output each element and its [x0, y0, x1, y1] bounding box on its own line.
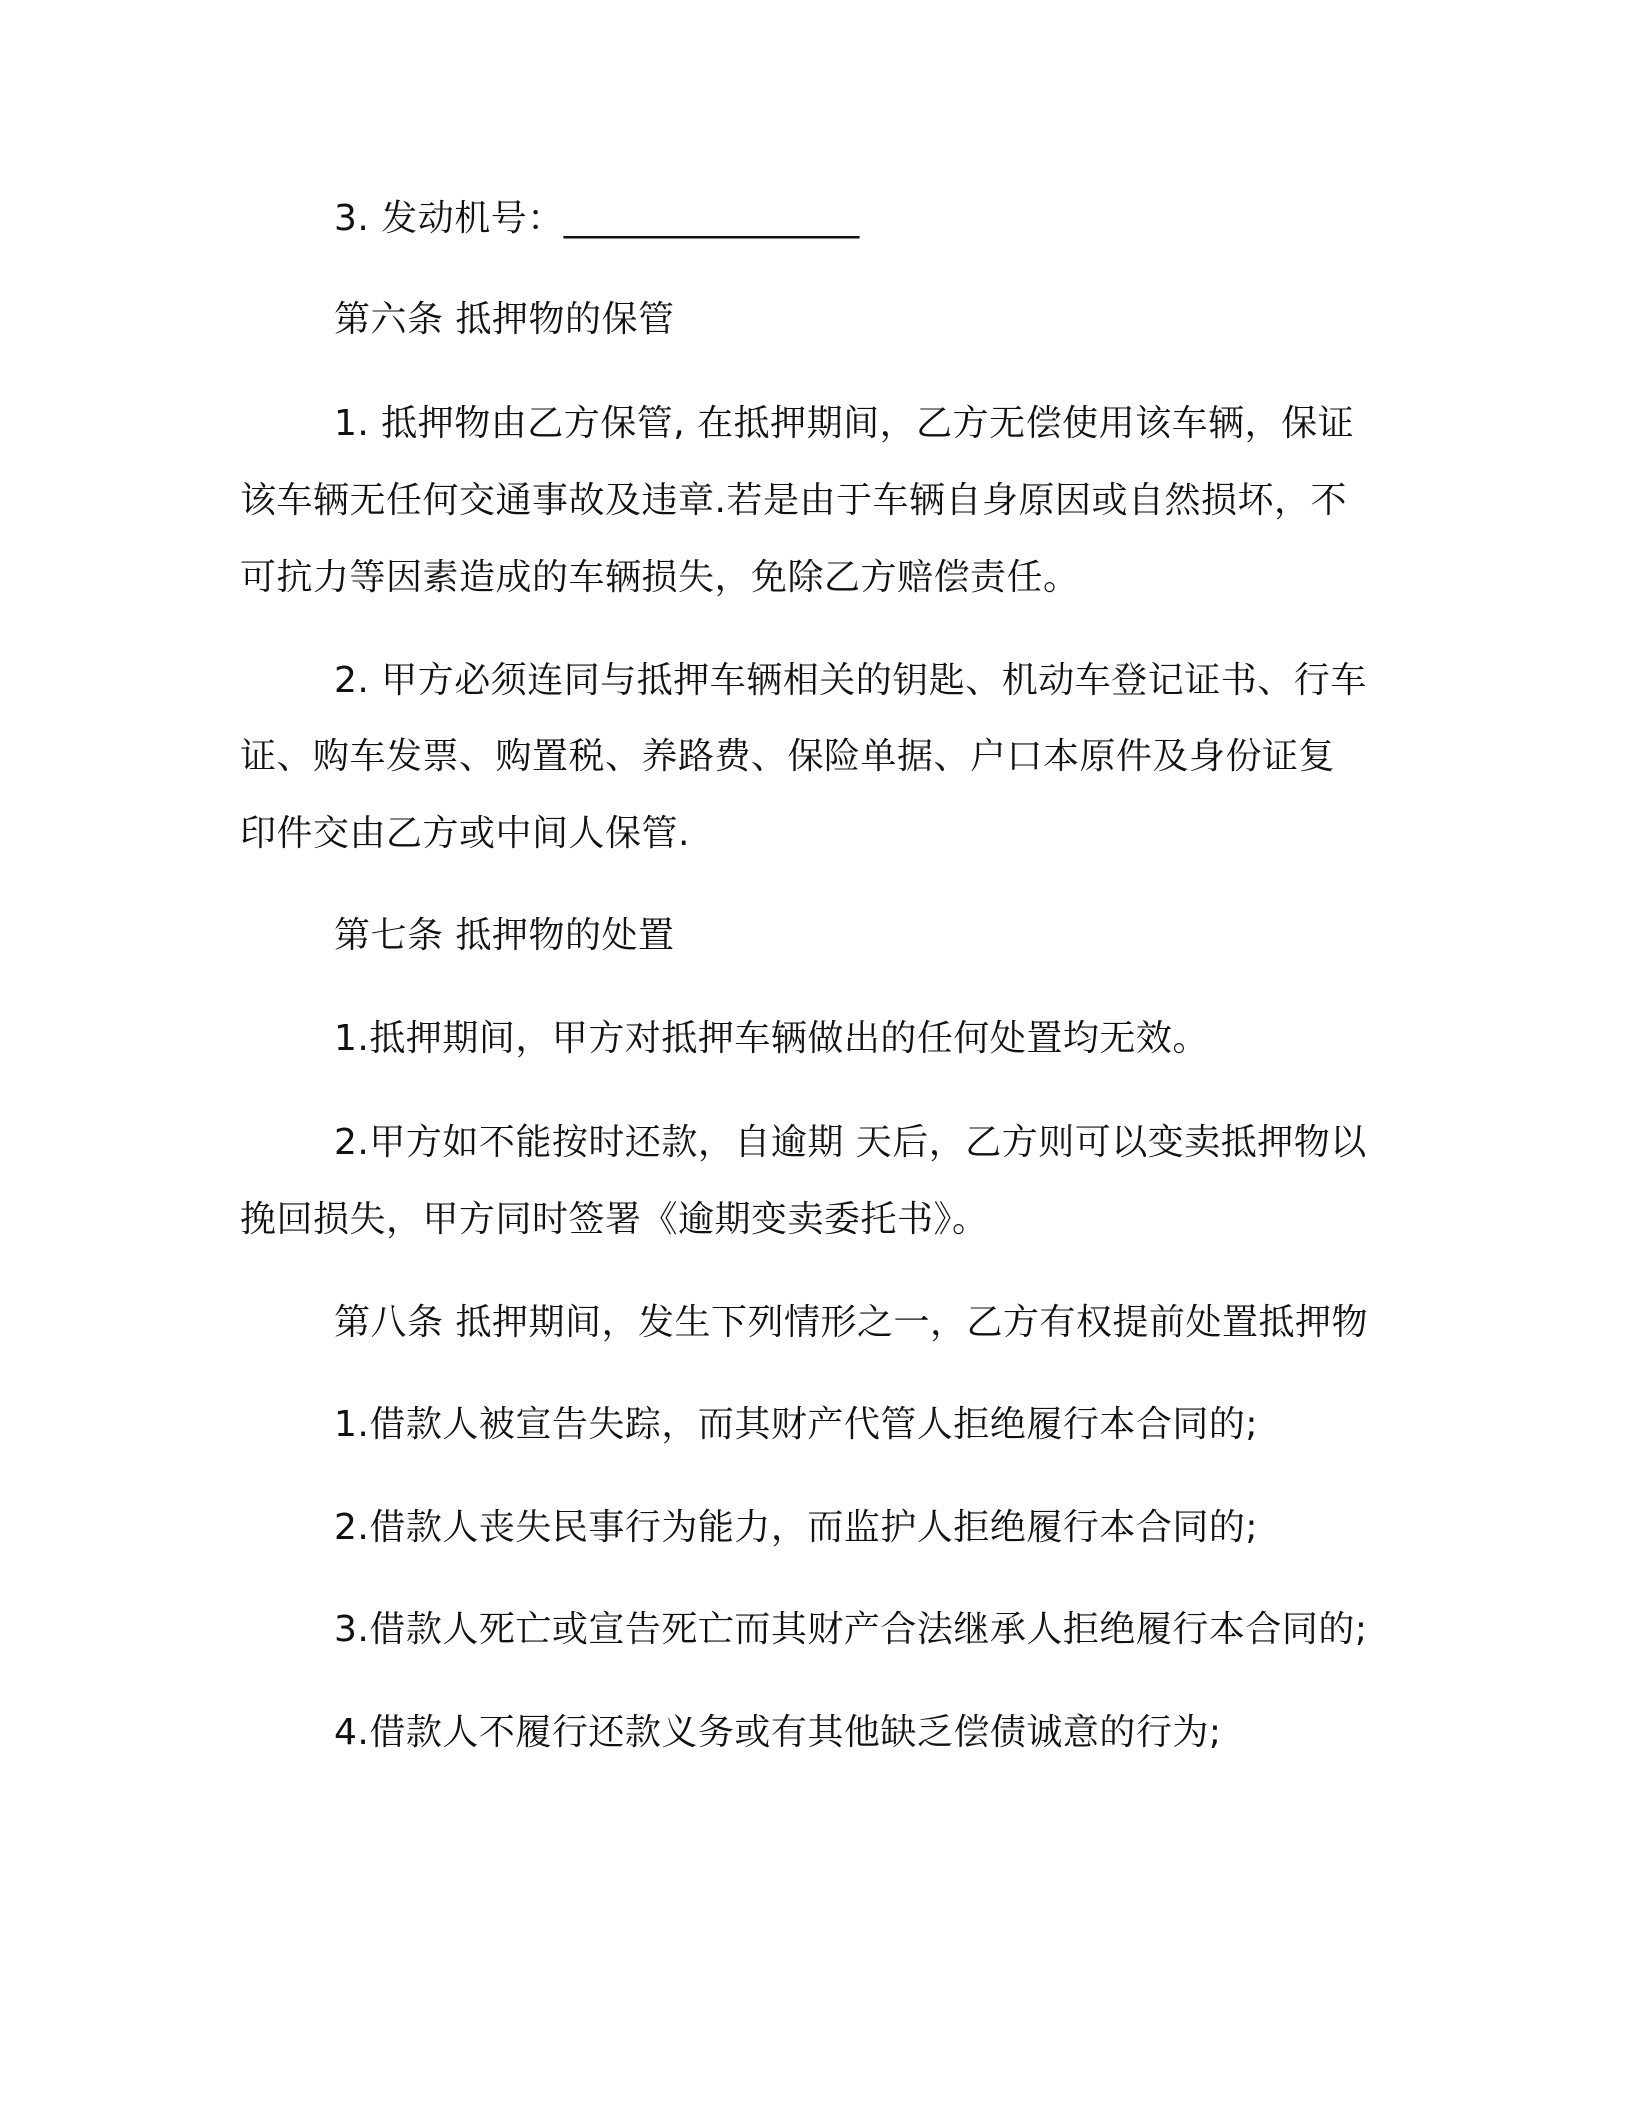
- article-8-item-4: 4.借款人不履行还款义务或有其他缺乏偿债诚意的行为;: [334, 1712, 1222, 1753]
- article-6-item-1-line-3: 可抗力等因素造成的车辆损失，免除乙方赔偿责任。: [240, 557, 1080, 598]
- article-7-item-2-line-2: 挽回损失，甲方同时签署《逾期变卖委托书》。: [240, 1199, 989, 1240]
- article-8-heading: 第八条 抵押期间，发生下列情形之一，乙方有权提前处置抵押物: [334, 1302, 1368, 1343]
- article-6-item-2-line-3: 印件交由乙方或中间人保管.: [240, 813, 690, 854]
- engine-number-line: 3. 发动机号：________________: [334, 198, 860, 239]
- article-6-heading: 第六条 抵押物的保管: [334, 299, 675, 340]
- article-8-item-2: 2.借款人丧失民事行为能力，而监护人拒绝履行本合同的;: [334, 1507, 1258, 1548]
- article-6-item-2-line-2: 证、购车发票、购置税、养路费、保险单据、户口本原件及身份证复: [240, 736, 1336, 777]
- article-7-heading: 第七条 抵押物的处置: [334, 915, 675, 956]
- article-6-item-1-line-2: 该车辆无任何交通事故及违章.若是由于车辆自身原因或自然损坏，不: [240, 480, 1347, 521]
- article-6-item-2-line-1: 2. 甲方必须连同与抵押车辆相关的钥匙、机动车登记证书、行车: [334, 660, 1367, 701]
- article-6-item-1-line-1: 1. 抵押物由乙方保管, 在抵押期间，乙方无偿使用该车辆，保证: [334, 403, 1355, 444]
- article-7-item-1: 1.抵押期间，甲方对抵押车辆做出的任何处置均无效。: [334, 1018, 1209, 1059]
- article-8-item-1: 1.借款人被宣告失踪，而其财产代管人拒绝履行本合同的;: [334, 1404, 1258, 1445]
- article-7-item-2-line-1: 2.甲方如不能按时还款，自逾期 天后，乙方则可以变卖抵押物以: [334, 1122, 1367, 1163]
- article-8-item-3: 3.借款人死亡或宣告死亡而其财产合法继承人拒绝履行本合同的;: [334, 1609, 1368, 1650]
